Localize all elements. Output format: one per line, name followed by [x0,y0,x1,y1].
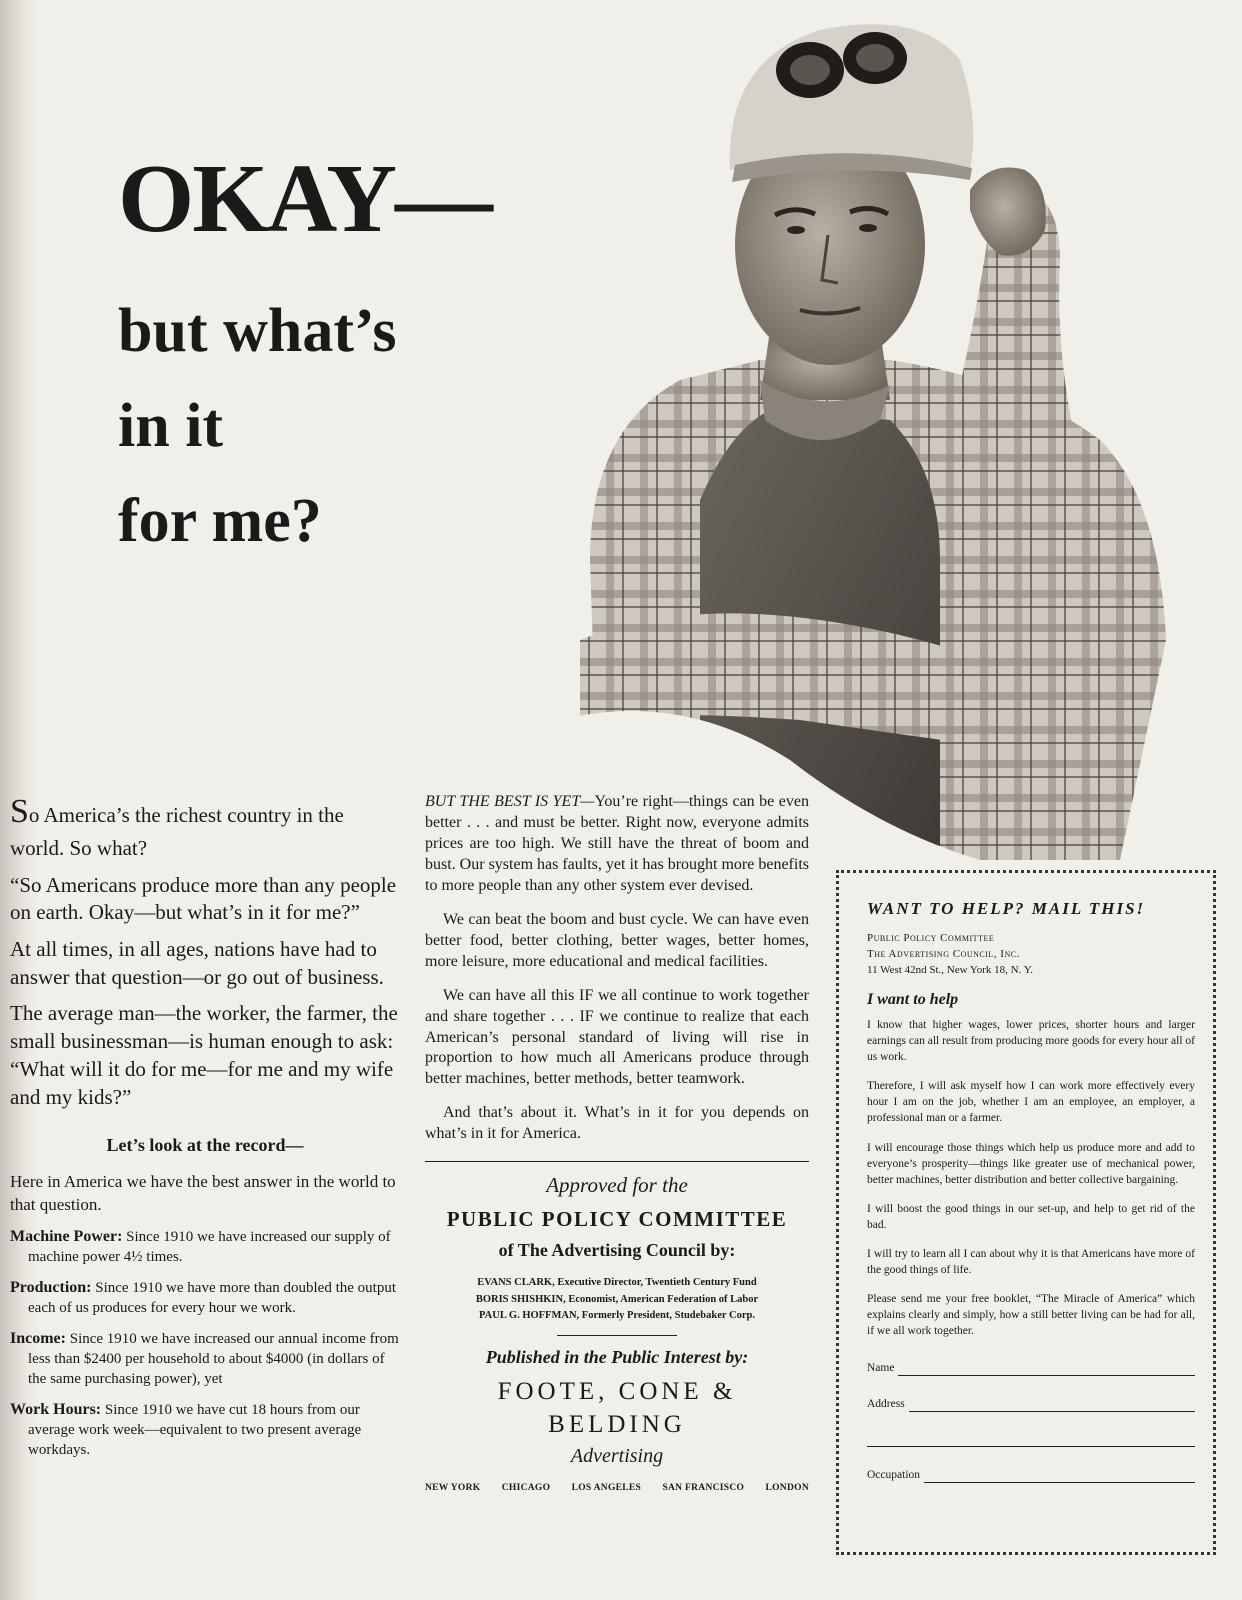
work-together-paragraph: We can have all this IF we all continue to work together and share together . . . IF we continue to realize that each American’s personal standard of living will rise in proportion to how much all Americans produce through better machines, better methods, better teamwork. [425,986,809,1088]
name-label: Name [867,1361,895,1374]
city: NEW YORK [425,1482,481,1493]
intro-paragraph-3: At all times, in all ages, nations have had to answer that question—or go out of business. [10,937,384,989]
council-name: of The Advertising Council by: [498,1240,736,1261]
intro-paragraph-1 [10,790,400,863]
pledge-item: I know that higher wages, lower prices, shorter hours and larger earnings can all result from producing more goods for every hour all of us work. [867,1019,1195,1064]
fact-machine-power [10,1226,400,1268]
record-heading: Let’s look at the record— [106,1135,304,1156]
fact-production [10,1277,400,1319]
address-line-blank[interactable] [909,1399,1195,1412]
name-field[interactable] [867,1360,1195,1376]
city: LONDON [765,1482,809,1493]
member-line: EVANS CLARK, Executive Director, Twentieth Century Fund [477,1276,757,1288]
coupon-title: WANT TO HELP? MAIL THIS! [867,899,1146,918]
headline-line-3: in it [118,392,224,460]
city: CHICAGO [501,1482,551,1493]
boom-bust-paragraph: We can beat the boom and bust cycle. We can have even better food, better clothing, better wages, better homes, more leisure, more educational and medical facilities. [425,910,809,970]
best-is-yet-lead: BUT THE BEST IS YET— [425,793,595,810]
pledge-item: I will boost the good things in our set-up, and help to get rid of the bad. [867,1202,1195,1231]
conclusion-paragraph: And that’s about it. What’s in it for you depends on what’s in it for America. [425,1104,809,1143]
worker-photograph [560,0,1180,860]
coupon-address [867,931,1195,979]
member-line: BORIS SHISHKIN, Economist, American Federation of Labor [475,1293,759,1305]
member-line: PAUL G. HOFFMAN, Formerly President, Studebaker Corp. [479,1310,755,1322]
best-is-yet-text: You’re right—things can be even better . . . and must be better. Right now, everyone admits prices are too high. We still have the threat of boom and bust. Our system has faults, yet it has brought more benefits to more people than any other system ever devised. [425,793,809,894]
pledge-item: I will try to learn all I can about why it is that Americans have more of the good things of life. [867,1248,1195,1277]
name-line[interactable] [898,1363,1195,1376]
address-field[interactable] [867,1396,1195,1412]
fact-text: Since 1910 we have more than doubled the output each of us produces for every hour we work. [28,1280,396,1317]
fact-label: Work Hours: [10,1400,102,1418]
address-label: Address [867,1397,905,1410]
record-intro: Here in America we have the best answer in the world to that question. [10,1172,396,1215]
fact-label: Production: [10,1279,92,1297]
agency-name: FOOTE, CONE & BELDING [497,1377,737,1438]
committee-name: PUBLIC POLICY COMMITTEE [446,1206,788,1231]
fact-work-hours [10,1399,400,1461]
divider-rule [425,1161,809,1162]
short-divider [557,1335,677,1336]
drop-cap: S [10,793,29,830]
fact-label: Machine Power: [10,1228,123,1246]
occupation-line[interactable] [924,1470,1195,1483]
pledge-item: Please send me your free booklet, “The Miracle of America” which explains clearly and simply, how a still better living can be had for all, if we all work together. [867,1293,1195,1338]
mail-in-coupon [836,870,1216,1555]
intro-paragraph-1-text: o America’s the richest country in the world. So what? [10,803,344,860]
fact-label: Income: [10,1330,66,1348]
occupation-field[interactable] [867,1467,1195,1483]
published-by: Published in the Public Interest by: [485,1347,749,1368]
fact-text: Since 1910 we have cut 18 hours from our average work week—equivalent to two present average workdays. [28,1401,362,1458]
approved-for: Approved for the [546,1173,688,1198]
occupation-label: Occupation [867,1468,921,1481]
best-is-yet-paragraph [425,792,809,897]
pledge-item: I will encourage those things which help us produce more and add to everyone’s prosperity—things like greater use of mechanical power, better machines, better distribution and better collective bargaining. [867,1141,1195,1186]
committee-members [425,1275,809,1325]
headline-line-2: but what’s [118,297,397,365]
headline-okay: OKAY— [118,145,492,253]
intro-paragraph-4: The average man—the worker, the farmer, the small businessman—is human enough to ask: “What will it do for me—for me and my wife and my kids?” [10,1001,398,1109]
address-line: 11 West 42nd St., New York 18, N. Y. [867,963,1033,976]
body-column-middle [425,792,809,1494]
i-want-to-help: I want to help [867,990,959,1008]
headline-line-4: for me? [118,487,322,555]
body-column-left [10,790,400,1470]
fact-income [10,1328,400,1390]
intro-paragraph-2: “So Americans produce more than any people on earth. Okay—but what’s in it for me?” [10,872,397,925]
pledge-item: Therefore, I will ask myself how I can work more effectively every hour I am on the job, whether I am an employee, an employer, a professional man or a farmer. [867,1080,1195,1125]
fact-text: Since 1910 we have increased our supply of machine power 4½ times. [28,1229,391,1266]
agency-cities [425,1482,809,1494]
agency-subtitle: Advertising [570,1445,664,1468]
address-continuation-line[interactable] [867,1426,1195,1447]
headline [118,145,492,555]
city: SAN FRANCISCO [662,1482,745,1493]
address-line: The Advertising Council, Inc. [867,947,1020,960]
city: LOS ANGELES [571,1482,642,1493]
address-line: Public Policy Committee [867,931,995,944]
fact-text: Since 1910 we have increased our annual income from less than $2400 per household to about $4000 (in dollars of the same purchasing power), yet [28,1331,399,1387]
